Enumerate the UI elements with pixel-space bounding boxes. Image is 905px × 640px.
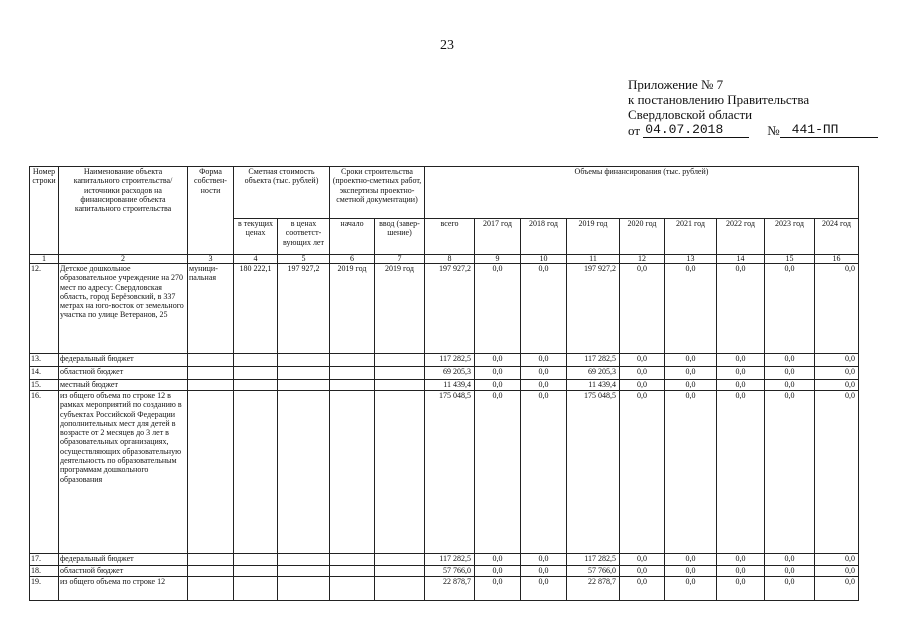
cost-years xyxy=(278,554,330,566)
value-2022: 0,0 xyxy=(717,367,765,380)
value-2022: 0,0 xyxy=(717,391,765,554)
financing-table xyxy=(29,166,859,601)
cost-years xyxy=(278,577,330,601)
start-year xyxy=(330,391,375,554)
ownership-form xyxy=(188,380,234,391)
row-number: 17. xyxy=(30,554,59,566)
value-2018: 0,0 xyxy=(521,566,567,577)
from-label: от xyxy=(628,123,641,138)
value-2020: 0,0 xyxy=(620,367,665,380)
value-2021: 0,0 xyxy=(665,391,717,554)
value-2017: 0,0 xyxy=(475,554,521,566)
row-number: 15. xyxy=(30,380,59,391)
appendix-header xyxy=(628,77,878,138)
value-2024: 0,0 xyxy=(815,354,859,367)
total-value: 117 282,5 xyxy=(425,354,475,367)
column-number: 6 xyxy=(330,255,375,264)
column-number: 9 xyxy=(475,255,521,264)
value-2023: 0,0 xyxy=(765,367,815,380)
header-year: 2020 год xyxy=(620,219,665,255)
page-number: 23 xyxy=(440,38,454,53)
column-number: 15 xyxy=(765,255,815,264)
row-number: 18. xyxy=(30,566,59,577)
value-2017: 0,0 xyxy=(475,391,521,554)
header-year: 2021 год xyxy=(665,219,717,255)
value-2019: 197 927,2 xyxy=(567,264,620,354)
value-2019: 117 282,5 xyxy=(567,354,620,367)
value-2021: 0,0 xyxy=(665,554,717,566)
number-label: № xyxy=(767,123,780,138)
value-2022: 0,0 xyxy=(717,566,765,577)
header-row-number: Номер строки xyxy=(30,167,59,255)
cost-current xyxy=(234,566,278,577)
value-2024: 0,0 xyxy=(815,380,859,391)
start-year: 2019 год xyxy=(330,264,375,354)
cost-years xyxy=(278,367,330,380)
object-name: областной бюджет xyxy=(59,566,188,577)
table-row xyxy=(30,354,859,367)
value-2019: 175 048,5 xyxy=(567,391,620,554)
header-estimated-cost: Сметная стоимость объекта (тыс. рублей) xyxy=(234,167,330,219)
value-2024: 0,0 xyxy=(815,554,859,566)
ownership-form xyxy=(188,367,234,380)
appendix-signature-line xyxy=(628,122,878,138)
ownership-form xyxy=(188,577,234,601)
value-2024: 0,0 xyxy=(815,566,859,577)
end-year xyxy=(375,577,425,601)
column-number: 3 xyxy=(188,255,234,264)
total-value: 57 766,0 xyxy=(425,566,475,577)
header-object-name: Наименование объекта капитального строительства/ источники расходов на финансирование объекта капитального строительства xyxy=(59,167,188,255)
cost-current xyxy=(234,354,278,367)
value-2023: 0,0 xyxy=(765,577,815,601)
header-year: 2023 год xyxy=(765,219,815,255)
object-name: федеральный бюджет xyxy=(59,554,188,566)
cost-years: 197 927,2 xyxy=(278,264,330,354)
value-2019: 69 205,3 xyxy=(567,367,620,380)
value-2023: 0,0 xyxy=(765,554,815,566)
appendix-title: Приложение № 7 xyxy=(628,77,724,92)
column-number: 4 xyxy=(234,255,278,264)
header-financing-volumes: Объемы финансирования (тыс. рублей) xyxy=(425,167,859,219)
table-row xyxy=(30,391,859,554)
value-2020: 0,0 xyxy=(620,566,665,577)
value-2021: 0,0 xyxy=(665,264,717,354)
value-2024: 0,0 xyxy=(815,391,859,554)
table-row xyxy=(30,367,859,380)
value-2024: 0,0 xyxy=(815,577,859,601)
table-row xyxy=(30,577,859,601)
column-number: 10 xyxy=(521,255,567,264)
value-2017: 0,0 xyxy=(475,264,521,354)
decree-date: 04.07.2018 xyxy=(643,122,749,138)
value-2018: 0,0 xyxy=(521,577,567,601)
table-row xyxy=(30,380,859,391)
start-year xyxy=(330,380,375,391)
start-year xyxy=(330,566,375,577)
header-construction-terms: Сроки строительства (проектно-сметных работ, экспертизы проектно-сметной документации) xyxy=(330,167,425,219)
object-name: Детское дошкольное образовательное учреждение на 270 мест по адресу: Свердловская область, город Берёзовский, в 337 метрах на юго-восток от земельного участка по улице Ветеранов, 25 xyxy=(59,264,188,354)
value-2019: 22 878,7 xyxy=(567,577,620,601)
total-value: 197 927,2 xyxy=(425,264,475,354)
header-cost-current-prices: в текущих ценах xyxy=(234,219,278,255)
value-2024: 0,0 xyxy=(815,367,859,380)
value-2023: 0,0 xyxy=(765,264,815,354)
header-ownership-form: Форма собствен-ности xyxy=(188,167,234,255)
header-end: ввод (завер-шение) xyxy=(375,219,425,255)
row-number: 19. xyxy=(30,577,59,601)
cost-current: 180 222,1 xyxy=(234,264,278,354)
value-2018: 0,0 xyxy=(521,380,567,391)
ownership-form xyxy=(188,391,234,554)
end-year xyxy=(375,367,425,380)
end-year xyxy=(375,391,425,554)
row-number: 16. xyxy=(30,391,59,554)
decree-number: 441-ПП xyxy=(780,122,878,138)
value-2018: 0,0 xyxy=(521,354,567,367)
column-number: 11 xyxy=(567,255,620,264)
column-number: 14 xyxy=(717,255,765,264)
value-2022: 0,0 xyxy=(717,554,765,566)
value-2022: 0,0 xyxy=(717,354,765,367)
cost-years xyxy=(278,380,330,391)
value-2021: 0,0 xyxy=(665,577,717,601)
column-number: 13 xyxy=(665,255,717,264)
start-year xyxy=(330,577,375,601)
end-year xyxy=(375,566,425,577)
value-2017: 0,0 xyxy=(475,354,521,367)
value-2019: 57 766,0 xyxy=(567,566,620,577)
value-2020: 0,0 xyxy=(620,577,665,601)
value-2022: 0,0 xyxy=(717,264,765,354)
column-number: 2 xyxy=(59,255,188,264)
cost-years xyxy=(278,391,330,554)
start-year xyxy=(330,554,375,566)
total-value: 11 439,4 xyxy=(425,380,475,391)
object-name: из общего объема по строке 12 в рамках мероприятий по созданию в субъектах Российской Федерации дополнительных мест для детей в возрасте от 2 месяцев до 3 лет в образовательных организациях, осуществляющих образовательную деятельность по образовательным программам дошкольного образования xyxy=(59,391,188,554)
value-2021: 0,0 xyxy=(665,367,717,380)
value-2019: 117 282,5 xyxy=(567,554,620,566)
ownership-form xyxy=(188,554,234,566)
value-2017: 0,0 xyxy=(475,566,521,577)
column-number: 5 xyxy=(278,255,330,264)
cost-current xyxy=(234,391,278,554)
value-2020: 0,0 xyxy=(620,391,665,554)
header-total: всего xyxy=(425,219,475,255)
header-cost-year-prices: в ценах соответст-вующих лет xyxy=(278,219,330,255)
value-2023: 0,0 xyxy=(765,380,815,391)
header-year: 2024 год xyxy=(815,219,859,255)
value-2019: 11 439,4 xyxy=(567,380,620,391)
column-number: 1 xyxy=(30,255,59,264)
row-number: 13. xyxy=(30,354,59,367)
total-value: 117 282,5 xyxy=(425,554,475,566)
ownership-form xyxy=(188,354,234,367)
cost-current xyxy=(234,554,278,566)
end-year xyxy=(375,354,425,367)
object-name: местный бюджет xyxy=(59,380,188,391)
value-2018: 0,0 xyxy=(521,367,567,380)
appendix-line-3: Свердловской области xyxy=(628,107,753,122)
value-2023: 0,0 xyxy=(765,566,815,577)
column-number: 16 xyxy=(815,255,859,264)
row-number: 12. xyxy=(30,264,59,354)
value-2020: 0,0 xyxy=(620,554,665,566)
value-2017: 0,0 xyxy=(475,367,521,380)
total-value: 22 878,7 xyxy=(425,577,475,601)
cost-current xyxy=(234,577,278,601)
value-2023: 0,0 xyxy=(765,391,815,554)
ownership-form xyxy=(188,566,234,577)
value-2021: 0,0 xyxy=(665,380,717,391)
header-year: 2017 год xyxy=(475,219,521,255)
value-2017: 0,0 xyxy=(475,577,521,601)
value-2022: 0,0 xyxy=(717,380,765,391)
value-2018: 0,0 xyxy=(521,554,567,566)
end-year xyxy=(375,554,425,566)
object-name: областной бюджет xyxy=(59,367,188,380)
table-row xyxy=(30,566,859,577)
value-2020: 0,0 xyxy=(620,264,665,354)
value-2021: 0,0 xyxy=(665,566,717,577)
value-2020: 0,0 xyxy=(620,354,665,367)
column-number: 12 xyxy=(620,255,665,264)
cost-years xyxy=(278,354,330,367)
value-2021: 0,0 xyxy=(665,354,717,367)
cost-current xyxy=(234,367,278,380)
column-number: 8 xyxy=(425,255,475,264)
value-2020: 0,0 xyxy=(620,380,665,391)
value-2018: 0,0 xyxy=(521,391,567,554)
table-row xyxy=(30,554,859,566)
appendix-line-2: к постановлению Правительства xyxy=(628,92,810,107)
cost-years xyxy=(278,566,330,577)
value-2022: 0,0 xyxy=(717,577,765,601)
header-year: 2022 год xyxy=(717,219,765,255)
column-number: 7 xyxy=(375,255,425,264)
table-row xyxy=(30,264,859,354)
start-year xyxy=(330,367,375,380)
value-2018: 0,0 xyxy=(521,264,567,354)
row-number: 14. xyxy=(30,367,59,380)
object-name: федеральный бюджет xyxy=(59,354,188,367)
total-value: 69 205,3 xyxy=(425,367,475,380)
header-year: 2019 год xyxy=(567,219,620,255)
start-year xyxy=(330,354,375,367)
cost-current xyxy=(234,380,278,391)
ownership-form: муници-пальная xyxy=(188,264,234,354)
value-2024: 0,0 xyxy=(815,264,859,354)
value-2017: 0,0 xyxy=(475,380,521,391)
object-name: из общего объема по строке 12 xyxy=(59,577,188,601)
end-year: 2019 год xyxy=(375,264,425,354)
header-start: начало xyxy=(330,219,375,255)
header-year: 2018 год xyxy=(521,219,567,255)
total-value: 175 048,5 xyxy=(425,391,475,554)
value-2023: 0,0 xyxy=(765,354,815,367)
end-year xyxy=(375,380,425,391)
